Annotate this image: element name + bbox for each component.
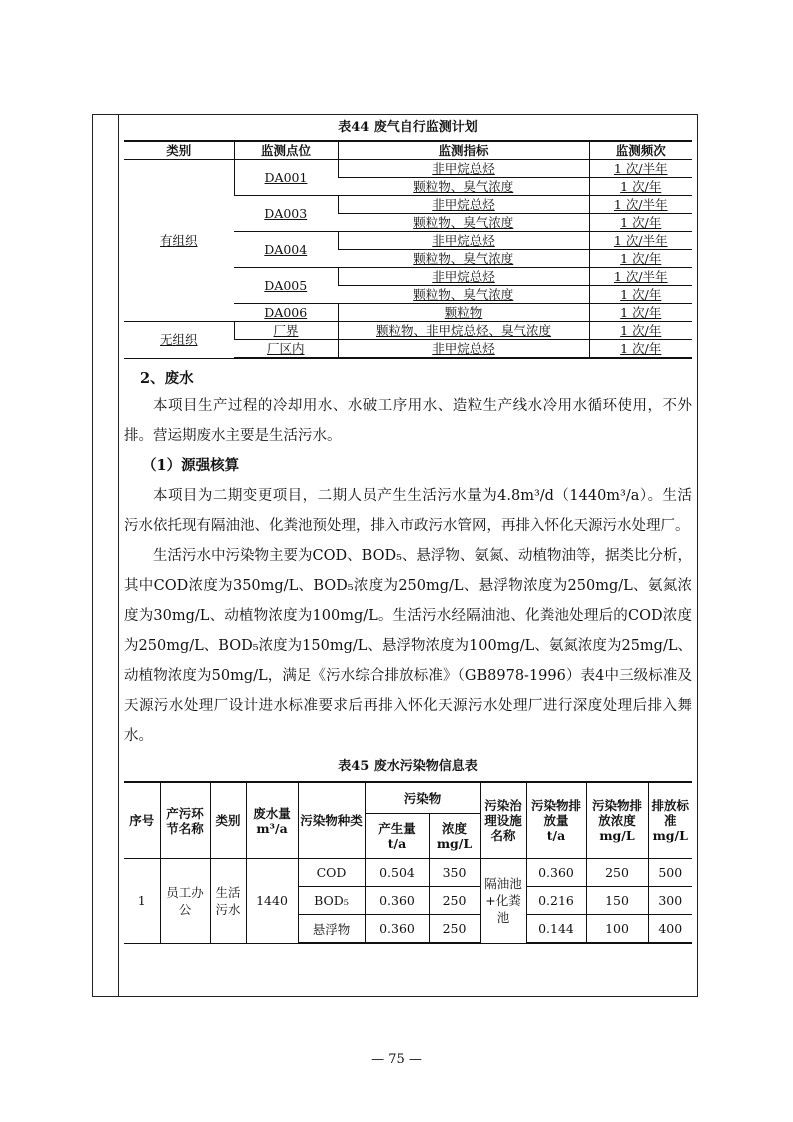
discharge-cell: 0.144 — [526, 915, 586, 944]
header-conc — [429, 814, 480, 859]
frequency-cell: 1 次/半年 — [589, 268, 692, 286]
header-discharge-conc-label: 污染物排放浓度 — [591, 798, 642, 828]
conc-cell: 250 — [429, 915, 480, 944]
standard-cell: 500 — [648, 859, 692, 887]
frame-right-border — [697, 114, 698, 997]
point-cell: DA003 — [234, 196, 338, 232]
frequency-cell: 1 次/年 — [589, 322, 692, 340]
paragraph: 生活污水中污染物主要为COD、BOD₅、悬浮物、氨氮、动植物油等，据类比分析，其中COD浓度为350mg/L、BOD₅浓度为250mg/L、悬浮物浓度为250mg/L、氨氮浓度为30mg/L、动植物浓度为100mg/L。生活污水经隔油池、化粪池处理后的COD浓度为250mg/L、BOD₅浓度为150mg/L、悬浮物浓度为100mg/L、氨氮浓度为25mg/L、动植物浓度为50mg/L，满足《污水综合排放标准》（GB8978-1996）表4中三级标准及天源污水处理厂设计进水标准要求后再排入怀化天源污水处理厂进行深度处理后排入舞水。 — [124, 548, 692, 744]
header-discharge-conc-unit: mg/L — [599, 828, 635, 843]
generated-cell: 0.360 — [365, 915, 429, 944]
header-volume-label: 废水量 — [253, 805, 291, 821]
discharge-conc-cell: 150 — [586, 887, 648, 915]
header-discharge-unit: t/a — [546, 828, 566, 843]
header-generated — [365, 814, 429, 859]
indicator-cell: 非甲烷总烃 — [338, 268, 589, 286]
source-cell: 员工办公 — [160, 859, 210, 944]
pollutant-cell: BOD₅ — [298, 887, 365, 915]
subsection-heading: （1）源强核算 — [142, 457, 240, 474]
conc-cell: 350 — [429, 859, 480, 887]
table-row — [124, 160, 692, 178]
conc-cell: 250 — [429, 887, 480, 915]
discharge-cell: 0.216 — [526, 887, 586, 915]
page-number: — 75 — — [371, 1052, 422, 1067]
wastewater-pollutant-table — [124, 781, 692, 944]
header-frequency: 监测频次 — [589, 141, 692, 160]
header-discharge-label: 污染物排放量 — [530, 798, 581, 828]
header-discharge-conc — [586, 782, 648, 859]
frequency-cell: 1 次/半年 — [589, 196, 692, 214]
pollutant-cell: 悬浮物 — [298, 915, 365, 944]
indicator-cell: 非甲烷总烃 — [338, 196, 589, 214]
header-type: 类别 — [210, 782, 246, 859]
category-unorganized: 无组织 — [124, 322, 234, 359]
table-row — [124, 322, 692, 340]
discharge-conc-cell: 100 — [586, 915, 648, 944]
header-standard — [648, 782, 692, 859]
type-cell: 生活污水 — [210, 859, 246, 944]
header-standard-unit: mg/L — [652, 828, 688, 843]
header-source: 产污环节名称 — [160, 782, 210, 859]
facility-cell: 隔油池+化粪池 — [480, 859, 526, 944]
paragraph: 本项目为二期变更项目，二期人员产生生活污水量为4.8m³/d（1440m³/a）。生活污水依托现有隔油池、化粪池预处理，排入市政污水管网，再排入怀化天源污水处理厂。 — [124, 488, 692, 534]
indicator-cell: 颗粒物、臭气浓度 — [338, 286, 589, 304]
frequency-cell: 1 次/年 — [589, 250, 692, 268]
header-point: 监测点位 — [234, 141, 338, 160]
frequency-cell: 1 次/年 — [589, 304, 692, 322]
pollutant-cell: COD — [298, 859, 365, 887]
header-generated-unit: t/a — [387, 836, 407, 851]
paragraph: 本项目生产过程的冷却用水、水破工序用水、造粒生产线水冷用水循环使用，不外排。营运期废水主要是生活污水。 — [124, 398, 692, 444]
header-generated-label: 产生量 — [378, 821, 416, 836]
header-category: 类别 — [124, 141, 234, 160]
point-cell: 厂界 — [234, 322, 338, 340]
frame-top-border — [92, 114, 698, 115]
standard-cell: 300 — [648, 887, 692, 915]
indicator-cell: 颗粒物 — [338, 304, 589, 322]
header-pollutant: 污染物种类 — [298, 782, 365, 859]
discharge-cell: 0.360 — [526, 859, 586, 887]
frequency-cell: 1 次/年 — [589, 340, 692, 359]
header-pollutant-group: 污染物 — [365, 782, 480, 814]
frequency-cell: 1 次/年 — [589, 286, 692, 304]
indicator-cell: 颗粒物、非甲烷总烃、臭气浓度 — [338, 322, 589, 340]
header-indicator: 监测指标 — [338, 141, 589, 160]
table45-caption: 表45 废水污染物信息表 — [338, 759, 478, 774]
indicator-cell: 颗粒物、臭气浓度 — [338, 250, 589, 268]
frequency-cell: 1 次/年 — [589, 178, 692, 196]
frequency-cell: 1 次/年 — [589, 214, 692, 232]
frequency-cell: 1 次/半年 — [589, 160, 692, 178]
frame-bottom-border — [92, 996, 698, 997]
point-cell: DA004 — [234, 232, 338, 268]
monitoring-plan-table — [124, 140, 692, 359]
header-volume-unit: m³/a — [256, 820, 288, 836]
header-seq: 序号 — [124, 782, 160, 859]
header-discharge — [526, 782, 586, 859]
indicator-cell: 颗粒物、臭气浓度 — [338, 214, 589, 232]
header-conc-label: 浓度 — [441, 821, 467, 836]
page-content — [124, 116, 692, 944]
header-conc-unit: mg/L — [436, 836, 473, 851]
table-row — [124, 859, 692, 887]
table-header-row — [124, 141, 692, 160]
category-organized: 有组织 — [124, 160, 234, 322]
frame-left-column — [92, 114, 119, 997]
generated-cell: 0.504 — [365, 859, 429, 887]
indicator-cell: 非甲烷总烃 — [338, 340, 589, 359]
table44-caption: 表44 废气自行监测计划 — [338, 120, 478, 135]
section-heading: 2、废水 — [140, 370, 194, 387]
point-cell: DA001 — [234, 160, 338, 196]
indicator-cell: 非甲烷总烃 — [338, 160, 589, 178]
standard-cell: 400 — [648, 915, 692, 944]
header-standard-label: 排放标准 — [651, 798, 689, 828]
volume-cell: 1440 — [246, 859, 298, 944]
table-header-row — [124, 782, 692, 814]
header-facility: 污染治理设施名称 — [480, 782, 526, 859]
header-volume — [246, 782, 298, 859]
generated-cell: 0.360 — [365, 887, 429, 915]
seq-cell: 1 — [124, 859, 160, 944]
indicator-cell: 非甲烷总烃 — [338, 232, 589, 250]
discharge-conc-cell: 250 — [586, 859, 648, 887]
frequency-cell: 1 次/半年 — [589, 232, 692, 250]
point-cell: 厂区内 — [234, 340, 338, 359]
point-cell: DA006 — [234, 304, 338, 322]
point-cell: DA005 — [234, 268, 338, 304]
indicator-cell: 颗粒物、臭气浓度 — [338, 178, 589, 196]
